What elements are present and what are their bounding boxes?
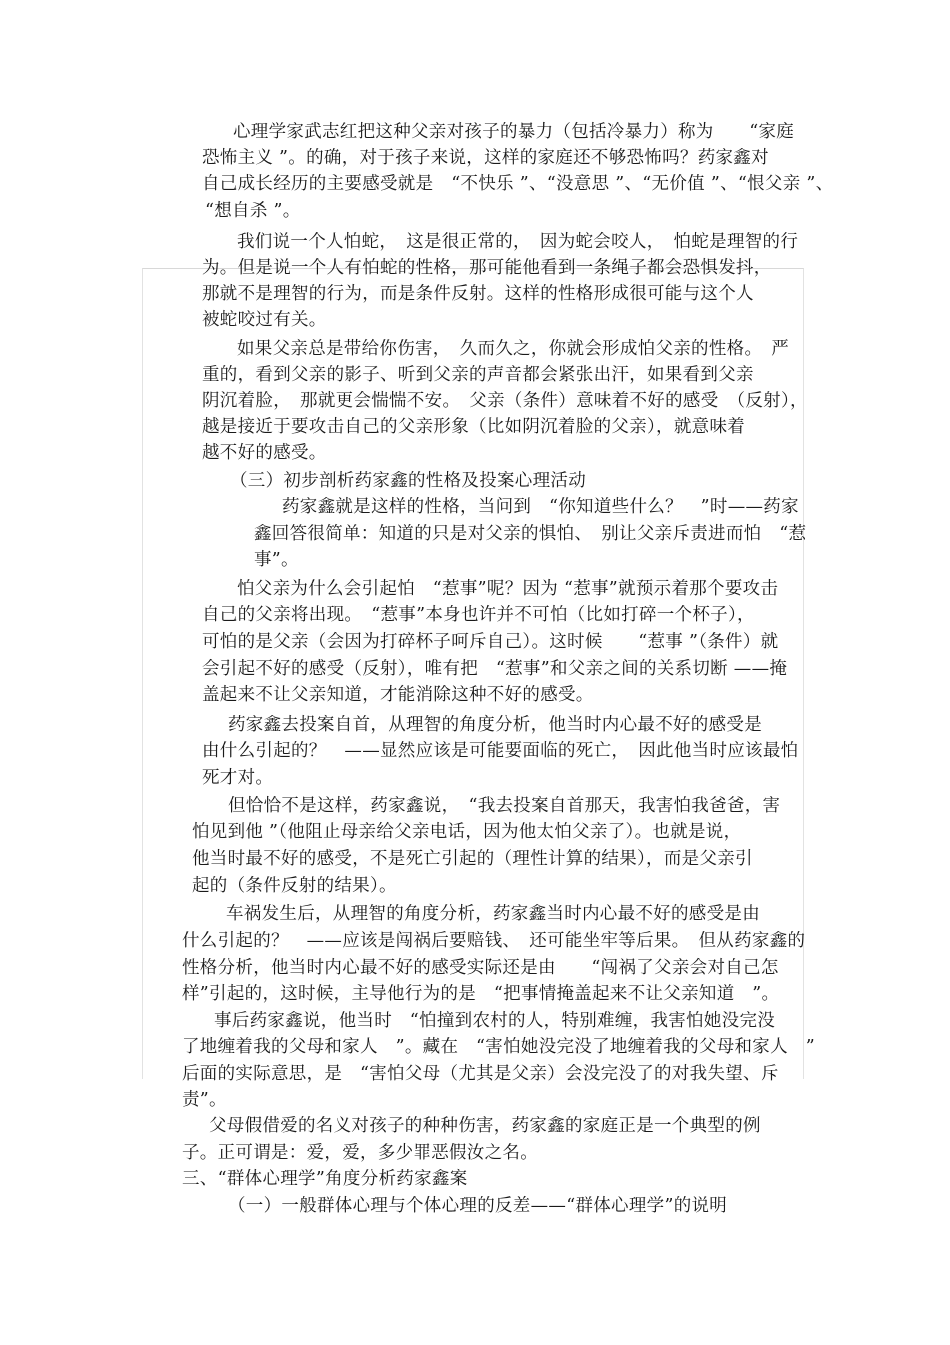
text-line: 责”。: [182, 1090, 227, 1110]
text-line: 怕见到他 ”（他阻止母亲给父亲电话，因为他太怕父亲了）。也就是说，: [192, 822, 742, 842]
text-line: 越不好的感受。: [202, 443, 327, 463]
text-line: 他当时最不好的感受，不是死亡引起的（理性计算的结果），而是父亲引: [192, 849, 753, 869]
text-line: 怕父亲为什么会引起怕 “惹事”呢？因为 “惹事”就预示着那个要攻击: [237, 579, 779, 599]
text-line: 可怕的是父亲（会因为打碎杯子呵斥自己）。这时候 “惹事 ”（条件）就: [202, 632, 779, 652]
text-line: 性格分析，他当时内心最不好的感受实际还是由 “闯祸了父亲会对自己怎: [182, 958, 779, 978]
text-line: 药家鑫去投案自首，从理智的角度分析，他当时内心最不好的感受是: [228, 715, 762, 735]
text-line: 车祸发生后，从理智的角度分析，药家鑫当时内心最不好的感受是由: [226, 904, 760, 924]
text-line: 心理学家武志红把这种父亲对孩子的暴力（包括冷暴力）称为 “家庭: [233, 122, 795, 142]
text-line: 被蛇咬过有关。: [202, 310, 327, 330]
text-line: 自己成长经历的主要感受就是 “不快乐 ”、“没意思 ”、“无价值 ”、“恨父亲 ”、: [202, 174, 834, 194]
text-line: 为。但是说一个人有怕蛇的性格，那可能他看到一条绳子都会恐惧发抖，: [202, 258, 772, 278]
text-line: 自己的父亲将出现。 “惹事”本身也许并不可怕（比如打碎一个杯子），: [202, 605, 755, 625]
text-line: 会引起不好的感受（反射），唯有把 “惹事”和父亲之间的关系切断 ——掩: [202, 659, 788, 679]
text-line: 死才对。: [202, 768, 274, 788]
section-heading: （三）初步剖析药家鑫的性格及投案心理活动: [230, 471, 586, 491]
text-line: 盖起来不让父亲知道，才能消除这种不好的感受。: [202, 685, 594, 705]
text-line: 父母假借爱的名义对孩子的种种伤害，药家鑫的家庭正是一个典型的例: [209, 1116, 761, 1136]
text-line: 那就不是理智的行为，而是条件反射。这样的性格形成很可能与这个人: [202, 284, 754, 304]
text-line: 我们说一个人怕蛇， 这是很正常的， 因为蛇会咬人， 怕蛇是理智的行: [237, 232, 799, 252]
text-line: 鑫回答很简单：知道的只是对父亲的惧怕、 别让父亲斥责进而怕 “惹: [254, 524, 807, 544]
text-line: 起的（条件反射的结果）。: [192, 876, 397, 896]
text-line: 药家鑫就是这样的性格，当问到 “你知道些什么？ ”时——药家: [282, 497, 799, 517]
text-line: “想自杀 ”。: [205, 201, 301, 221]
text-line: 但恰恰不是这样，药家鑫说， “我去投案自首那天，我害怕我爸爸，害: [228, 796, 781, 816]
text-line: 由什么引起的？ ——显然应该是可能要面临的死亡， 因此他当时应该最怕: [202, 741, 799, 761]
text-line: 了地缠着我的父母和家人 ”。藏在 “害怕她没完没了地缠着我的父母和家人 ”: [182, 1037, 815, 1057]
text-line: 什么引起的？ ——应该是闯祸后要赔钱、 还可能坐牢等后果。 但从药家鑫的: [182, 931, 806, 951]
section-heading: 三、“群体心理学”角度分析药家鑫案: [182, 1169, 468, 1189]
text-line: 事后药家鑫说，他当时 “怕撞到农村的人，特别难缠，我害怕她没完没: [214, 1011, 776, 1031]
text-line: 阴沉着脸， 那就更会惴惴不安。 父亲（条件）意味着不好的感受 （反射），: [202, 391, 808, 411]
text-line: 样”引起的，这时候，主导他行为的是 “把事情掩盖起来不让父亲知道 ”。: [182, 984, 780, 1004]
text-line: 子。正可谓是：爱，爱，多少罪恶假汝之名。: [182, 1143, 538, 1163]
text-line: 事”。: [254, 550, 299, 570]
text-line: 恐怖主义 ”。的确，对于孩子来说，这样的家庭还不够恐怖吗？药家鑫对: [202, 148, 769, 168]
text-line: 如果父亲总是带给你伤害， 久而久之，你就会形成怕父亲的性格。 严: [237, 339, 790, 359]
subsection-heading: （一）一般群体心理与个体心理的反差——“群体心理学”的说明: [228, 1196, 728, 1216]
text-line: 越是接近于要攻击自己的父亲形象（比如阴沉着脸的父亲），就意味着: [202, 417, 746, 437]
text-line: 重的，看到父亲的影子、听到父亲的声音都会紧张出汗，如果看到父亲: [202, 365, 754, 385]
text-line: 后面的实际意思，是 “害怕父母（尤其是父亲）会没完没了的对我失望、斥: [182, 1064, 779, 1084]
